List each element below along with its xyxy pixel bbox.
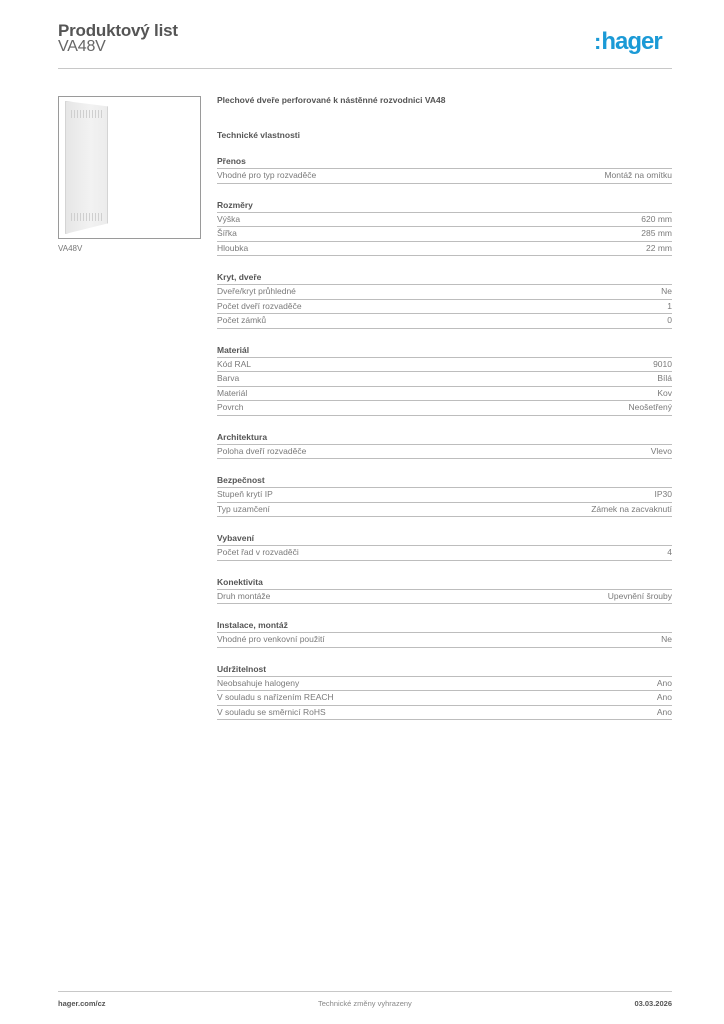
spec-section — [217, 533, 672, 561]
spec-label: Počet řad v rozvaděči — [217, 547, 299, 557]
spec-label: Počet zámků — [217, 315, 267, 325]
spec-label: Hloubka — [217, 242, 249, 253]
spec-label: V souladu se směrnicí RoHS — [217, 706, 326, 717]
footer-divider — [58, 991, 672, 992]
spec-value: 285 mm — [641, 228, 672, 238]
spec-row — [217, 546, 672, 561]
spec-row — [217, 503, 672, 518]
section-title: Vybavení — [217, 533, 672, 546]
spec-label: Výška — [217, 213, 241, 224]
spec-row — [217, 633, 672, 648]
spec-row — [217, 677, 672, 692]
product-description: Plechové dveře perforované k nástěnné rozvodnici VA48 — [217, 95, 446, 105]
hager-logo — [594, 28, 662, 56]
section-title: Rozměry — [217, 200, 672, 213]
vent-perforation — [71, 110, 104, 118]
spec-row — [217, 300, 672, 315]
spec-section — [217, 200, 672, 257]
spec-label: Šířka — [217, 228, 237, 238]
section-title: Architektura — [217, 432, 672, 445]
spec-value: Upevnění šrouby — [607, 590, 672, 601]
spec-row — [217, 358, 672, 373]
spec-row — [217, 590, 672, 605]
spec-label: Vhodné pro venkovní použití — [217, 634, 325, 644]
spec-label: Typ uzamčení — [217, 503, 270, 514]
spec-value: Ne — [661, 634, 672, 644]
spec-row — [217, 169, 672, 184]
spec-section — [217, 620, 672, 648]
spec-value: 1 — [667, 300, 672, 311]
spec-label: Stupeň krytí IP — [217, 489, 273, 499]
section-title: Přenos — [217, 156, 672, 169]
section-title: Konektivita — [217, 577, 672, 590]
spec-label: V souladu s nařízením REACH — [217, 692, 334, 702]
spec-row — [217, 401, 672, 416]
door-panel-icon — [65, 101, 108, 234]
spec-row — [217, 242, 672, 257]
spec-row — [217, 706, 672, 721]
image-caption: VA48V — [58, 244, 83, 253]
spec-label: Druh montáže — [217, 590, 271, 601]
section-title: Materiál — [217, 345, 672, 358]
footer-notice: Technické změny vyhrazeny — [318, 999, 412, 1008]
spec-value: Kov — [657, 387, 672, 398]
spec-section — [217, 345, 672, 416]
spec-label: Vhodné pro typ rozvaděče — [217, 170, 317, 180]
spec-row — [217, 314, 672, 329]
spec-value: Bílá — [657, 373, 672, 383]
spec-section — [217, 272, 672, 329]
spec-value: 620 mm — [641, 213, 672, 224]
page-title: Produktový list — [58, 21, 178, 40]
footer-date: 03.03.2026 — [634, 999, 672, 1008]
spec-section — [217, 577, 672, 605]
footer-website[interactable]: hager.com/cz — [58, 999, 106, 1008]
spec-row — [217, 213, 672, 228]
section-title: Kryt, dveře — [217, 272, 672, 285]
spec-value: Vlevo — [650, 445, 672, 456]
spec-value: Zámek na zacvaknutí — [591, 503, 672, 514]
tech-properties-title: Technické vlastnosti — [217, 130, 300, 140]
product-image — [58, 96, 201, 239]
spec-section — [217, 432, 672, 460]
spec-label: Povrch — [217, 402, 244, 412]
spec-value: Ne — [661, 286, 672, 296]
spec-value: 9010 — [653, 358, 672, 369]
header-divider — [58, 68, 672, 69]
spec-content — [217, 96, 672, 720]
spec-label: Barva — [217, 373, 240, 383]
spec-label: Poloha dveří rozvaděče — [217, 445, 307, 456]
logo-text: hager — [601, 28, 662, 55]
spec-label: Kód RAL — [217, 358, 252, 369]
spec-row — [217, 372, 672, 387]
spec-value: Neošetřený — [628, 402, 672, 412]
section-title: Bezpečnost — [217, 475, 672, 488]
spec-sections — [217, 156, 672, 720]
spec-label: Materiál — [217, 387, 248, 398]
spec-section — [217, 156, 672, 184]
spec-value: 22 mm — [646, 242, 672, 253]
spec-value: Ano — [656, 692, 672, 702]
spec-value: Ano — [656, 677, 672, 688]
spec-label: Počet dveří rozvaděče — [217, 300, 302, 311]
spec-label: Dveře/kryt průhledné — [217, 286, 296, 296]
spec-value: 4 — [667, 547, 672, 557]
spec-value: Montáž na omítku — [604, 170, 672, 180]
spec-row — [217, 488, 672, 503]
product-code: VA48V — [58, 38, 106, 55]
spec-row — [217, 227, 672, 242]
spec-row — [217, 445, 672, 460]
section-title: Udržitelnost — [217, 664, 672, 677]
spec-row — [217, 387, 672, 402]
spec-value: IP30 — [654, 489, 672, 499]
spec-row — [217, 285, 672, 300]
spec-value: Ano — [656, 706, 672, 717]
vent-perforation — [71, 213, 104, 221]
logo-colon-icon: : — [594, 29, 601, 54]
section-title: Instalace, montáž — [217, 620, 672, 633]
spec-label: Neobsahuje halogeny — [217, 677, 300, 688]
spec-section — [217, 664, 672, 721]
spec-value: 0 — [667, 315, 672, 325]
spec-row — [217, 691, 672, 706]
spec-section — [217, 475, 672, 517]
